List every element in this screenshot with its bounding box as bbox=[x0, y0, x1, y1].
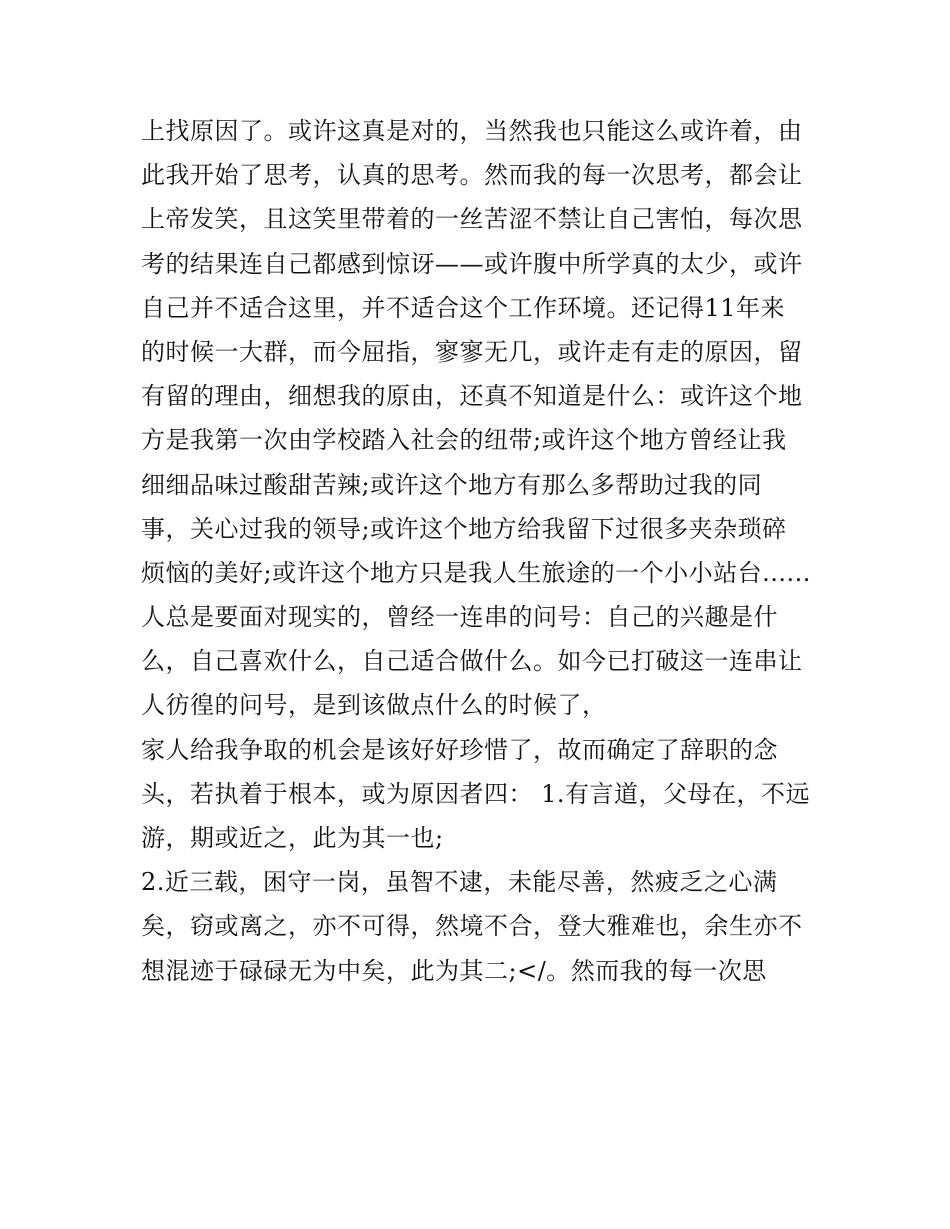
text-line: 此我开始了思考，认真的思考。然而我的每一次思考，都会让 bbox=[141, 161, 803, 190]
text-line: 矣，窃或离之，亦不可得，然境不合，登大雅难也，余生亦不 bbox=[141, 912, 803, 941]
text-line: 烦恼的美好;或许这个地方只是我人生旅途的一个小小站台...... bbox=[141, 558, 811, 587]
text-line: 考的结果连自己都感到惊讶——或许腹中所学真的太少，或许 bbox=[141, 249, 803, 278]
text-line: 想混迹于碌碌无为中矣，此为其二;</。然而我的每一次思 bbox=[141, 956, 767, 985]
text-line: 的时候一大群，而今屈指，寥寥无几，或许走有走的原因，留 bbox=[141, 337, 803, 366]
text-line: 上帝发笑，且这笑里带着的一丝苦涩不禁让自己害怕，每次思 bbox=[141, 205, 803, 234]
text-line: 人彷徨的问号，是到该做点什么的时候了， bbox=[141, 691, 607, 720]
text-line: 家人给我争取的机会是该好好珍惜了，故而确定了辞职的念 bbox=[141, 735, 778, 764]
text-line: 么，自己喜欢什么，自己适合做什么。如今已打破这一连串让 bbox=[141, 647, 803, 676]
text-line: 头，若执着于根本，或为原因者四： 1.有言道，父母在，不远 bbox=[141, 779, 811, 808]
text-line: 人总是要面对现实的，曾经一连串的问号：自己的兴趣是什 bbox=[141, 603, 778, 632]
text-line: 细细品味过酸甜苦辣;或许这个地方有那么多帮助过我的同 bbox=[141, 470, 763, 499]
text-line: 上找原因了。或许这真是对的，当然我也只能这么或许着，由 bbox=[141, 117, 803, 145]
text-line: 事，关心过我的领导;或许这个地方给我留下过很多夹杂琐碎 bbox=[141, 514, 787, 543]
text-line: 有留的理由，细想我的原由，还真不知道是什么：或许这个地 bbox=[141, 382, 803, 411]
text-line: 自己并不适合这里，并不适合这个工作环境。还记得11年来 bbox=[141, 293, 786, 322]
document-body bbox=[141, 109, 821, 993]
text-line: 方是我第一次由学校踏入社会的纽带;或许这个地方曾经让我 bbox=[141, 426, 787, 455]
text-line: 2.近三载，困守一岗，虽智不逮，未能尽善，然疲乏之心满 bbox=[141, 868, 778, 897]
text-line: 游，期或近之，此为其一也; bbox=[141, 824, 444, 852]
